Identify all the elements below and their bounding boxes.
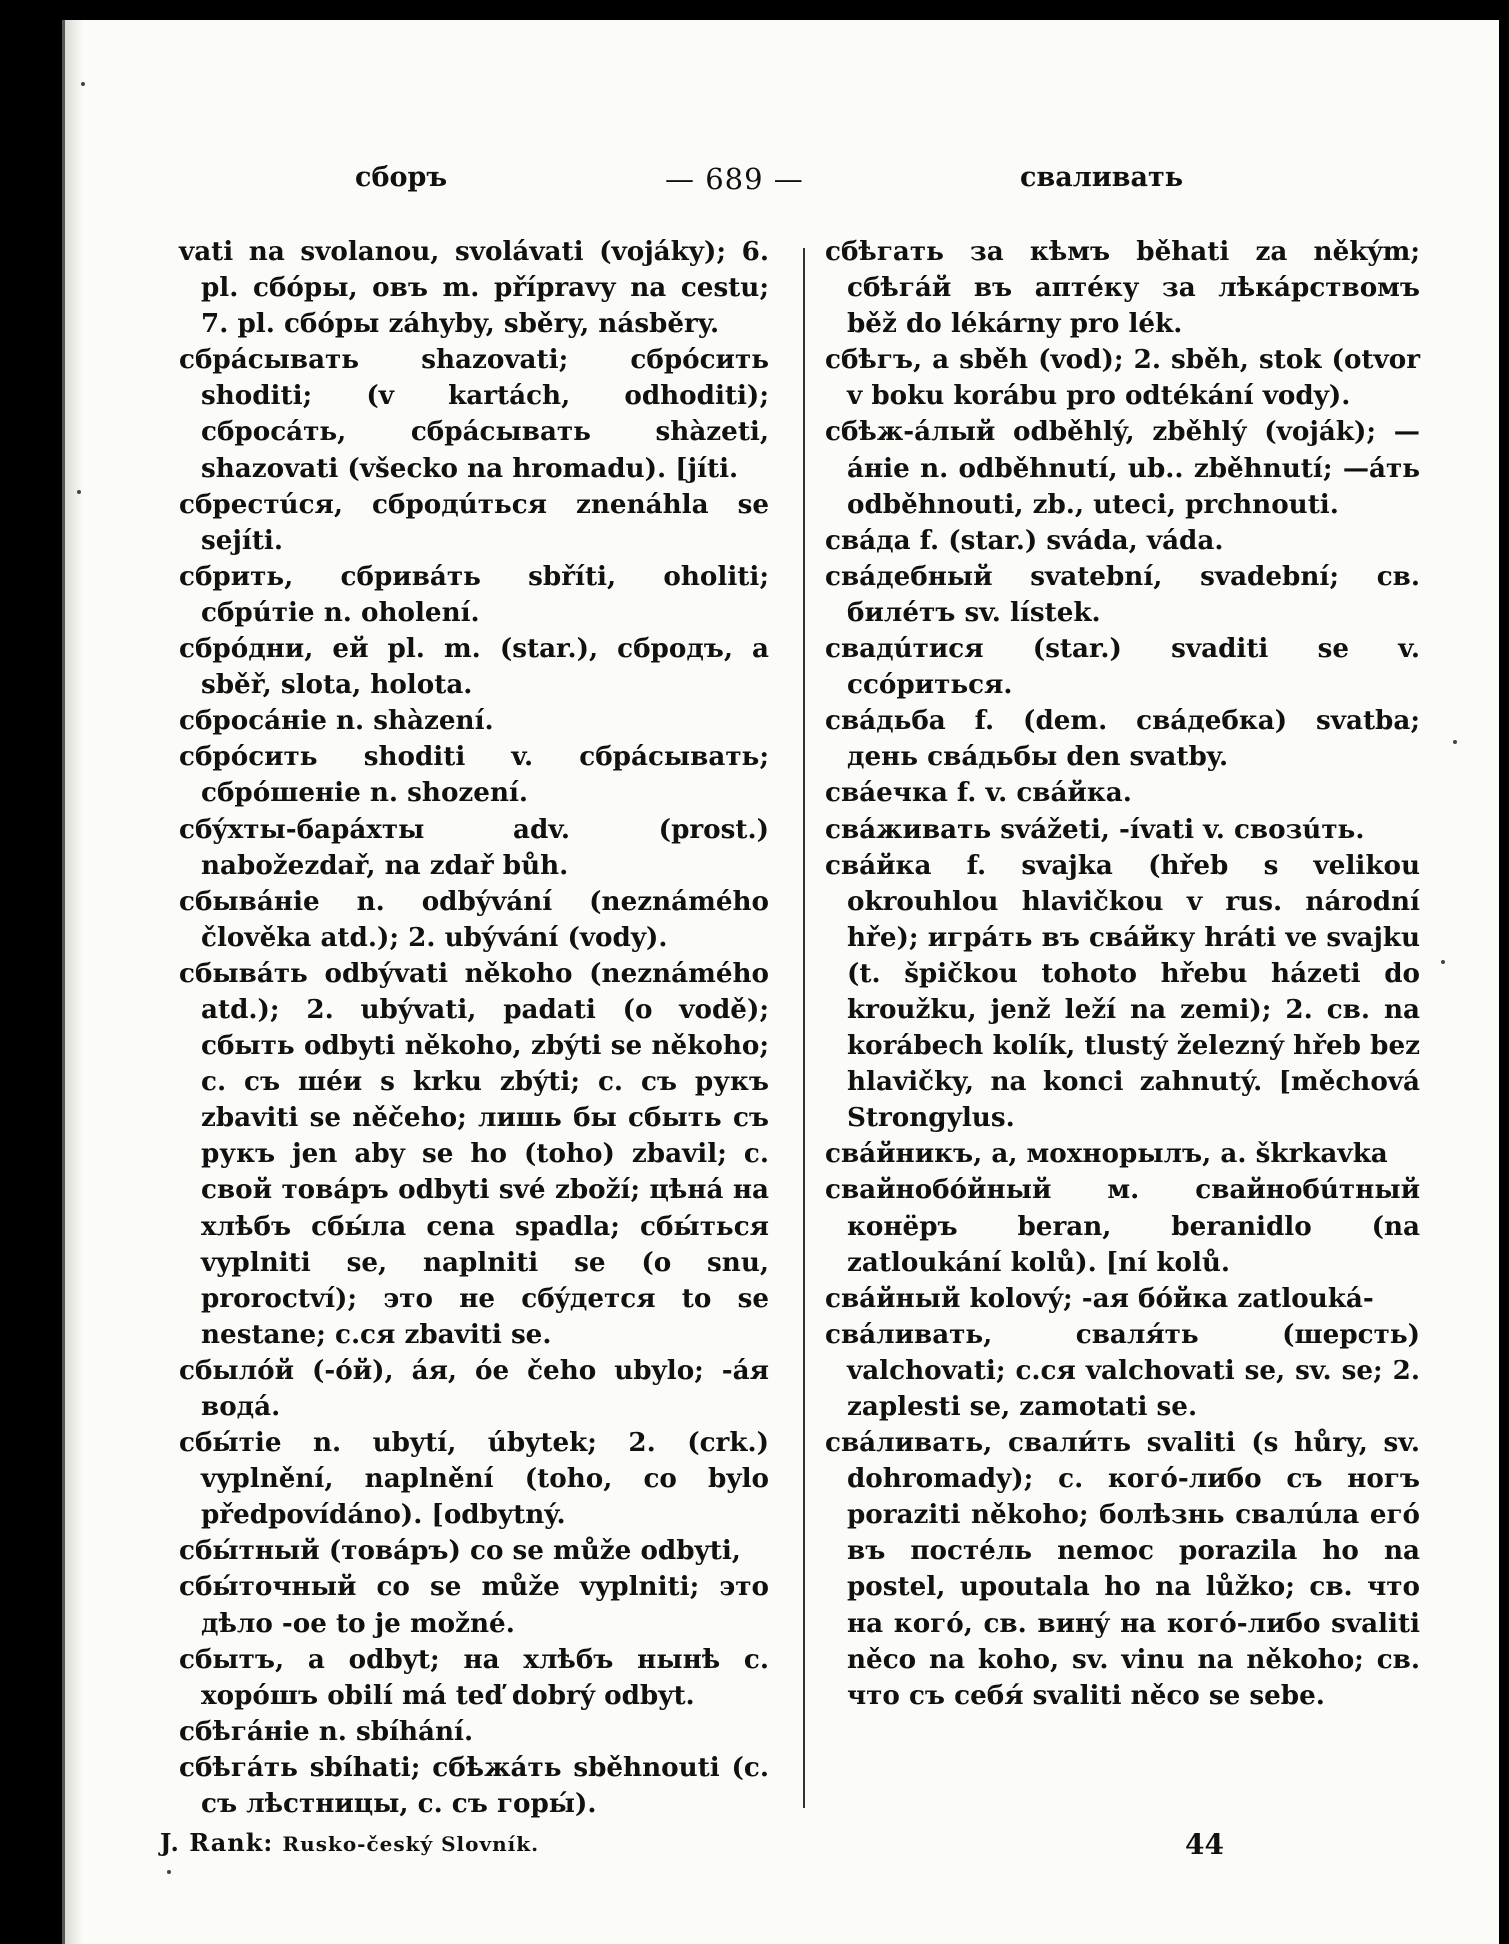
dictionary-entry: сбѣгать за кѣмъ běhati za někým; сбѣгáй въ аптéку за лѣкáрствомъ běž do lékárny pro lék. bbox=[825, 236, 1420, 340]
signature-mark: 44 bbox=[1185, 1828, 1224, 1861]
left-column bbox=[179, 234, 769, 1822]
dictionary-entry: сбѣгъ, a sběh (vod); 2. sběh, stok (otvor v boku korábu pro odtékání vody). bbox=[825, 344, 1420, 412]
dictionary-entry: свáдьба f. (dem. свáдебка) svatba; день свáдьбы den svatby. bbox=[825, 705, 1420, 773]
dictionary-entry: сбрóдни, ей pl. m. (star.), сбродъ, a sběř, slota, holota. bbox=[179, 633, 769, 701]
dictionary-entry: сбѣгáть sbíhati; сбѣжáть sběhnouti (c. съ лѣстницы, c. съ горы́). bbox=[179, 1751, 769, 1820]
print-speck bbox=[1453, 740, 1457, 744]
right-column bbox=[825, 234, 1420, 1714]
dictionary-entry: сбы́точный co se může vyplniti; это дѣло -ое to je možné. bbox=[179, 1571, 769, 1639]
print-speck bbox=[167, 1870, 171, 1874]
dictionary-entry: сбрить, сбривáть sbříti, oholiti; сбрúтie n. oholení. bbox=[179, 560, 769, 628]
dictionary-entry: свайнобóйный м. свайнобúтный конёръ beran, beranidlo (na zatloukání kolů). [ní kolů. bbox=[825, 1174, 1420, 1278]
page-number: — 689 — bbox=[665, 162, 804, 196]
dictionary-entry: vati na svolanou, svolávati (vojáky); 6. pl. сбóры, овъ m. přípravy na cestu; 7. pl. сбóры záhyby, sběry, násběry. bbox=[179, 236, 769, 340]
dictionary-entry: свáйка f. svajka (hřeb s velikou okrouhlou hlavičkou v rus. národní hře); игрáть въ свáйку hráti ve svajku (t. špičkou tohoto hřebu házeti do kroužku, jenž leží na zemi); 2. св. na korábech kolík, tlustý železný hřeb bez hlavičky, na konci zahnutý. [měchová Strongylus. bbox=[825, 849, 1420, 1134]
dictionary-entry: сбывáть odbývati někoho (neznámého atd.); 2. ubývati, padati (o vodě); сбыть odbyti někoho, zbýti se někoho; c. съ шéи s krku zbýti; c. съ рукъ zbaviti se něčeho; лишь бы сбыть съ рукъ jen aby se ho (toho) zbavil; c. свой товáръ odbyti své zboží; цѣнá на хлѣбъ сбы́ла cena spadla; сбы́ться vyplniti se, naplniti se (o snu, proroctví); это не сбýдется to se nestane; c.ся zbaviti se. bbox=[179, 957, 769, 1350]
header-left-word: сборъ bbox=[355, 162, 448, 193]
dictionary-entry: свáда f. (star.) sváda, váda. bbox=[825, 524, 1224, 556]
dictionary-entry: сбрóсить shoditi v. сбрáсывать; сбрóшенie n. shození. bbox=[179, 741, 769, 809]
dictionary-entry: сбросáнie n. shàzení. bbox=[179, 705, 494, 737]
dictionary-entry: свадúтися (star.) svaditi se v. ссóриться. bbox=[825, 633, 1420, 701]
dictionary-entry: свáживать svážeti, -ívati v. свозúть. bbox=[825, 813, 1365, 845]
dictionary-entry: сбылóй (-óй), áя, óe čeho ubylo; -áя водá. bbox=[179, 1354, 769, 1422]
dictionary-entry: свáйный kolový; -ая бóйка zatlouká- bbox=[825, 1282, 1374, 1314]
dictionary-entry: сбывáнie n. odbývání (neznámého člověka atd.); 2. ubývání (vody). bbox=[179, 885, 769, 953]
dictionary-page bbox=[62, 20, 1499, 1944]
dictionary-entry: сбы́тie n. ubytí, úbytek; 2. (crk.) vyplnění, naplnění (toho, co bylo předpovídáno). [odbytný. bbox=[179, 1427, 769, 1531]
dictionary-entry: сбѣгáнie n. sbíhání. bbox=[179, 1715, 474, 1747]
book-title: Rusko-český Slovník. bbox=[282, 1832, 540, 1856]
footer-author bbox=[160, 1828, 539, 1857]
dictionary-entry: сбрáсывать shazovati; сбрóсить shoditi; (v kartách, odhoditi); сбросáть, сбрáсывать shàzeti, shazovati (všecko na hromadu). [jíti. bbox=[179, 344, 769, 484]
header-right-word: сваливать bbox=[1020, 162, 1184, 193]
print-speck bbox=[81, 82, 85, 86]
dictionary-entry: сбýхты-барáхты adv. (prost.) nabožezdař, na zdař bůh. bbox=[179, 813, 769, 881]
column-divider bbox=[803, 248, 805, 1808]
dictionary-entry: сбы́тный (товáръ) co se může odbyti, bbox=[179, 1535, 741, 1567]
print-speck bbox=[1441, 960, 1445, 964]
dictionary-entry: сбѣж-áлый odběhlý, zběhlý (voják); —áнie n. odběhnutí, ub.. zběhnutí; —áть odběhnouti, zb., uteci, prchnouti. bbox=[825, 416, 1420, 520]
dictionary-entry: свáдебный svatební, svadební; св. билéтъ sv. lístek. bbox=[825, 560, 1420, 628]
print-speck bbox=[77, 490, 81, 494]
dictionary-entry: свáливать, сваля́ть (шерсть) valchovati; c.ся valchovati se, sv. se; 2. zaplesti se, zamotati se. bbox=[825, 1318, 1420, 1422]
dictionary-entry: свáливать, свали́ть svaliti (s hůry, sv. dohromady); c. когó-либо съ ногъ poraziti někoho; болѣзнь свалúла егó въ постéль nemoc porazila ho na postel, upoutala ho na lůžko; св. что на когó, св. винý на когó-либо svaliti něco na koho, sv. vinu na někoho; св. что съ себя́ svaliti něco se sebe. bbox=[825, 1427, 1420, 1711]
dictionary-entry: сбрестúся, сбродúться znenáhla se sejíti. bbox=[179, 488, 769, 556]
dictionary-entry: свáйникъ, a, мохнорылъ, a. škrkavka bbox=[825, 1138, 1388, 1170]
page-edge-shadow bbox=[65, 20, 83, 1944]
dictionary-entry: сбытъ, a odbyt; на хлѣбъ нынѣ c. хорóшъ obilí má teď dobrý odbyt. bbox=[179, 1643, 769, 1711]
dictionary-entry: свáечка f. v. свáйка. bbox=[825, 777, 1132, 809]
author-name: J. Rank: bbox=[160, 1828, 274, 1857]
